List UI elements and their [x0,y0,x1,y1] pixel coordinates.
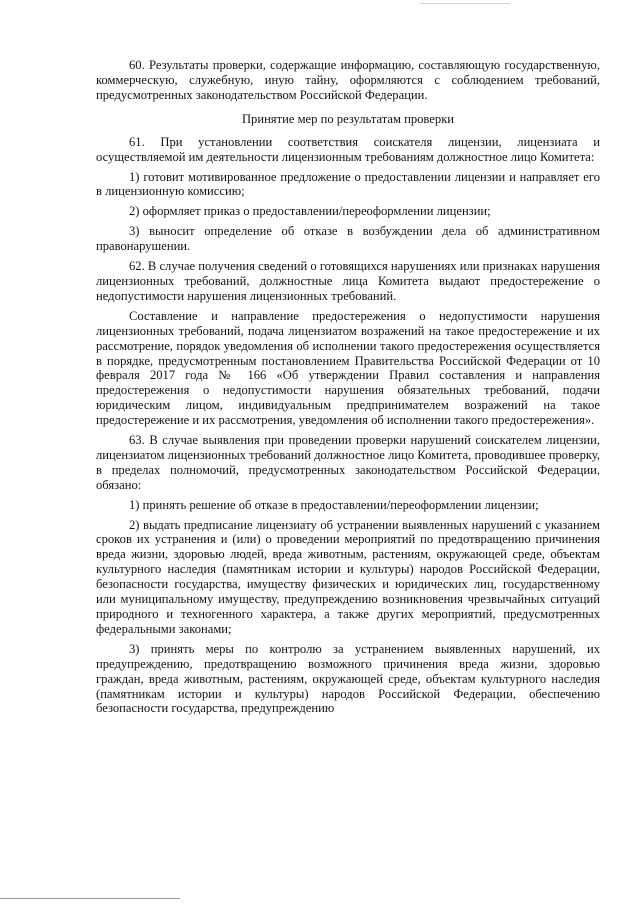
paragraph-61: 61. При установлении соответствия соискателя лицензии, лицензиата и осуществляемой им деятельности лицензионным требованиям должностное лицо Комитета: [96,134,600,164]
scan-artifact-top [420,3,510,4]
paragraph-62: 62. В случае получения сведений о готовящихся нарушениях или признаках нарушения лицензионных требований, должностные лица Комитета выдают предостережение о недопустимости нарушения лицензионных требований. [96,259,600,303]
paragraph-60: 60. Результаты проверки, содержащие информацию, составляющую государственную, коммерческую, служебную, иную тайну, оформляются с соблюдением требований, предусмотренных законодательством Российской Федерации. [96,58,600,102]
paragraph-62-continuation: Составление и направление предостережения о недопустимости нарушения лицензионных требований, подача лицензиатом возражений на такое предостережение и их рассмотрение, порядок уведомления об исполнении такого предостережения осуществляется в порядке, предусмотренным постановлением Правительства Российской Федерации от 10 февраля 2017 года № 166 «Об утверждении Правил составления и направления предостережения о недопустимости нарушения обязательных требований, подачи юридическим лицом, индивидуальным предпринимателем возражений на такое предостережение и их рассмотрения, уведомления об исполнении такого предостережения». [96,308,600,428]
paragraph-61-item-2: 2) оформляет приказ о предоставлении/переоформлении лицензии; [129,204,491,219]
paragraph-63: 63. В случае выявления при проведении проверки нарушений соискателем лицензии, лицензиатом лицензионных требований должностное лицо Комитета, проводившее проверку, в пределах полномочий, предусмотренных законодательством Российской Федерации, обязано: [96,433,600,492]
paragraph-63-item-3: 3) принять меры по контролю за устранением выявленных нарушений, их предупреждению, предотвращению возможного причинения вреда жизни, здоровью граждан, вреда животным, растениям, окружающей среде, объектам культурного наследия (памятникам истории и культуры) народов Российской Федерации, обеспечению безопасности государства, предупреждению [96,641,600,716]
paragraph-61-item-3: 3) выносит определение об отказе в возбуждении дела об административном правонарушении. [96,224,600,254]
paragraph-61-item-1: 1) готовит мотивированное предложение о предоставлении лицензии и направляет его в лицензионную комиссию; [96,169,600,199]
paragraph-63-item-1: 1) принять решение об отказе в предоставлении/переоформлении лицензии; [129,497,539,512]
section-heading: Принятие мер по результатам проверки [241,111,455,126]
scan-artifact-bottom [0,898,180,899]
document-page [96,58,600,721]
paragraph-63-item-2: 2) выдать предписание лицензиату об устранении выявленных нарушений с указанием сроков их устранения и (или) о проведении мероприятий по предотвращению причинения вреда жизни, здоровью людей, вреда животным, растениям, окружающей среде, объектам культурного наследия (памятникам истории и культуры) народов Российской Федерации, безопасности государства, имуществу физических и юридических лиц, государственному или муниципальному имуществу, предупреждению возникновения чрезвычайных ситуаций природного и техногенного характера, а также других мероприятий, предусмотренных федеральными законами; [96,517,600,636]
